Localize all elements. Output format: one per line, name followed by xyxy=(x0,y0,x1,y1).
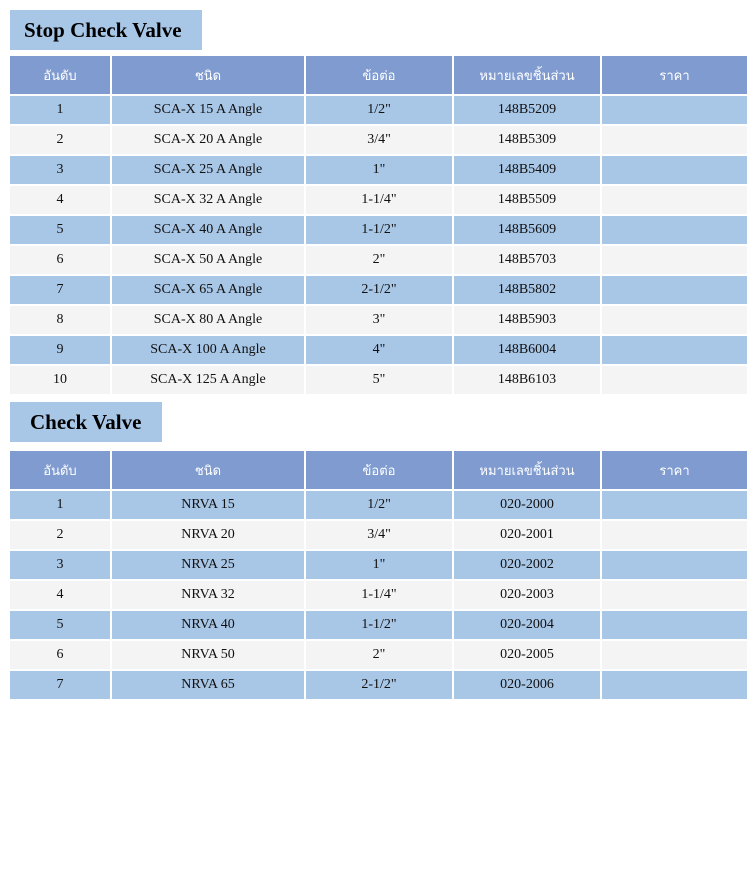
part-number-cell: 148B5903 xyxy=(454,304,600,334)
order-cell: 2 xyxy=(10,124,110,154)
order-cell: 3 xyxy=(10,154,110,184)
part-number-cell: 020-2004 xyxy=(454,609,600,639)
type-cell: SCA-X 32 A Angle xyxy=(112,184,304,214)
order-cell: 1 xyxy=(10,489,110,519)
part-number-cell: 020-2006 xyxy=(454,669,600,699)
table-row xyxy=(10,609,747,639)
col-header-connection: ข้อต่อ xyxy=(306,56,452,94)
connection-cell: 1-1/4" xyxy=(306,184,452,214)
section-title: Stop Check Valve xyxy=(10,10,202,50)
part-number-cell: 148B5209 xyxy=(454,94,600,124)
price-cell xyxy=(602,124,747,154)
col-header-type: ชนิด xyxy=(112,451,304,489)
table-row xyxy=(10,489,747,519)
col-header-price: ราคา xyxy=(602,451,747,489)
order-cell: 4 xyxy=(10,579,110,609)
price-cell xyxy=(602,94,747,124)
type-cell: NRVA 40 xyxy=(112,609,304,639)
part-number-cell: 020-2001 xyxy=(454,519,600,549)
connection-cell: 1" xyxy=(306,549,452,579)
price-cell xyxy=(602,579,747,609)
connection-cell: 1-1/4" xyxy=(306,579,452,609)
type-cell: SCA-X 80 A Angle xyxy=(112,304,304,334)
part-number-cell: 148B5609 xyxy=(454,214,600,244)
stop-check-valve-section xyxy=(10,10,747,394)
price-cell xyxy=(602,334,747,364)
type-cell: SCA-X 100 A Angle xyxy=(112,334,304,364)
price-cell xyxy=(602,489,747,519)
table-row xyxy=(10,549,747,579)
connection-cell: 1/2" xyxy=(306,489,452,519)
table-row xyxy=(10,579,747,609)
order-cell: 8 xyxy=(10,304,110,334)
type-cell: NRVA 15 xyxy=(112,489,304,519)
check-valve-table xyxy=(8,451,749,699)
section-title: Check Valve xyxy=(10,402,162,442)
order-cell: 2 xyxy=(10,519,110,549)
connection-cell: 3/4" xyxy=(306,519,452,549)
price-cell xyxy=(602,669,747,699)
order-cell: 1 xyxy=(10,94,110,124)
price-cell xyxy=(602,549,747,579)
col-header-part-number: หมายเลขชิ้นส่วน xyxy=(454,56,600,94)
table-row xyxy=(10,364,747,394)
col-header-type: ชนิด xyxy=(112,56,304,94)
order-cell: 4 xyxy=(10,184,110,214)
price-cell xyxy=(602,364,747,394)
order-cell: 7 xyxy=(10,274,110,304)
order-cell: 3 xyxy=(10,549,110,579)
table-row xyxy=(10,274,747,304)
part-number-cell: 148B5409 xyxy=(454,154,600,184)
part-number-cell: 148B6004 xyxy=(454,334,600,364)
type-cell: SCA-X 125 A Angle xyxy=(112,364,304,394)
order-cell: 5 xyxy=(10,214,110,244)
connection-cell: 2" xyxy=(306,244,452,274)
table-row xyxy=(10,334,747,364)
part-number-cell: 148B5309 xyxy=(454,124,600,154)
connection-cell: 2-1/2" xyxy=(306,669,452,699)
table-row xyxy=(10,184,747,214)
price-cell xyxy=(602,519,747,549)
connection-cell: 1-1/2" xyxy=(306,609,452,639)
part-number-cell: 148B6103 xyxy=(454,364,600,394)
col-header-part-number: หมายเลขชิ้นส่วน xyxy=(454,451,600,489)
table-row xyxy=(10,124,747,154)
part-number-cell: 020-2000 xyxy=(454,489,600,519)
price-cell xyxy=(602,274,747,304)
order-cell: 9 xyxy=(10,334,110,364)
connection-cell: 1-1/2" xyxy=(306,214,452,244)
part-number-cell: 148B5509 xyxy=(454,184,600,214)
type-cell: SCA-X 65 A Angle xyxy=(112,274,304,304)
table-row xyxy=(10,639,747,669)
connection-cell: 5" xyxy=(306,364,452,394)
price-cell xyxy=(602,244,747,274)
col-header-order: อันดับ xyxy=(10,56,110,94)
part-number-cell: 148B5802 xyxy=(454,274,600,304)
table-row xyxy=(10,244,747,274)
price-cell xyxy=(602,639,747,669)
type-cell: SCA-X 25 A Angle xyxy=(112,154,304,184)
table-row xyxy=(10,154,747,184)
price-cell xyxy=(602,214,747,244)
order-cell: 6 xyxy=(10,244,110,274)
part-number-cell: 020-2002 xyxy=(454,549,600,579)
type-cell: SCA-X 40 A Angle xyxy=(112,214,304,244)
connection-cell: 2" xyxy=(306,639,452,669)
part-number-cell: 020-2003 xyxy=(454,579,600,609)
connection-cell: 3" xyxy=(306,304,452,334)
col-header-order: อันดับ xyxy=(10,451,110,489)
order-cell: 5 xyxy=(10,609,110,639)
table-row xyxy=(10,94,747,124)
type-cell: SCA-X 50 A Angle xyxy=(112,244,304,274)
type-cell: NRVA 25 xyxy=(112,549,304,579)
type-cell: NRVA 65 xyxy=(112,669,304,699)
connection-cell: 1/2" xyxy=(306,94,452,124)
connection-cell: 2-1/2" xyxy=(306,274,452,304)
connection-cell: 1" xyxy=(306,154,452,184)
price-cell xyxy=(602,154,747,184)
order-cell: 10 xyxy=(10,364,110,394)
type-cell: SCA-X 15 A Angle xyxy=(112,94,304,124)
col-header-price: ราคา xyxy=(602,56,747,94)
order-cell: 7 xyxy=(10,669,110,699)
type-cell: SCA-X 20 A Angle xyxy=(112,124,304,154)
table-row xyxy=(10,304,747,334)
part-number-cell: 148B5703 xyxy=(454,244,600,274)
type-cell: NRVA 20 xyxy=(112,519,304,549)
order-cell: 6 xyxy=(10,639,110,669)
price-cell xyxy=(602,304,747,334)
stop-check-valve-table xyxy=(8,56,749,394)
part-number-cell: 020-2005 xyxy=(454,639,600,669)
connection-cell: 3/4" xyxy=(306,124,452,154)
check-valve-section xyxy=(10,402,747,699)
connection-cell: 4" xyxy=(306,334,452,364)
table-row xyxy=(10,669,747,699)
type-cell: NRVA 32 xyxy=(112,579,304,609)
type-cell: NRVA 50 xyxy=(112,639,304,669)
col-header-connection: ข้อต่อ xyxy=(306,451,452,489)
price-cell xyxy=(602,609,747,639)
price-cell xyxy=(602,184,747,214)
table-row xyxy=(10,519,747,549)
table-row xyxy=(10,214,747,244)
